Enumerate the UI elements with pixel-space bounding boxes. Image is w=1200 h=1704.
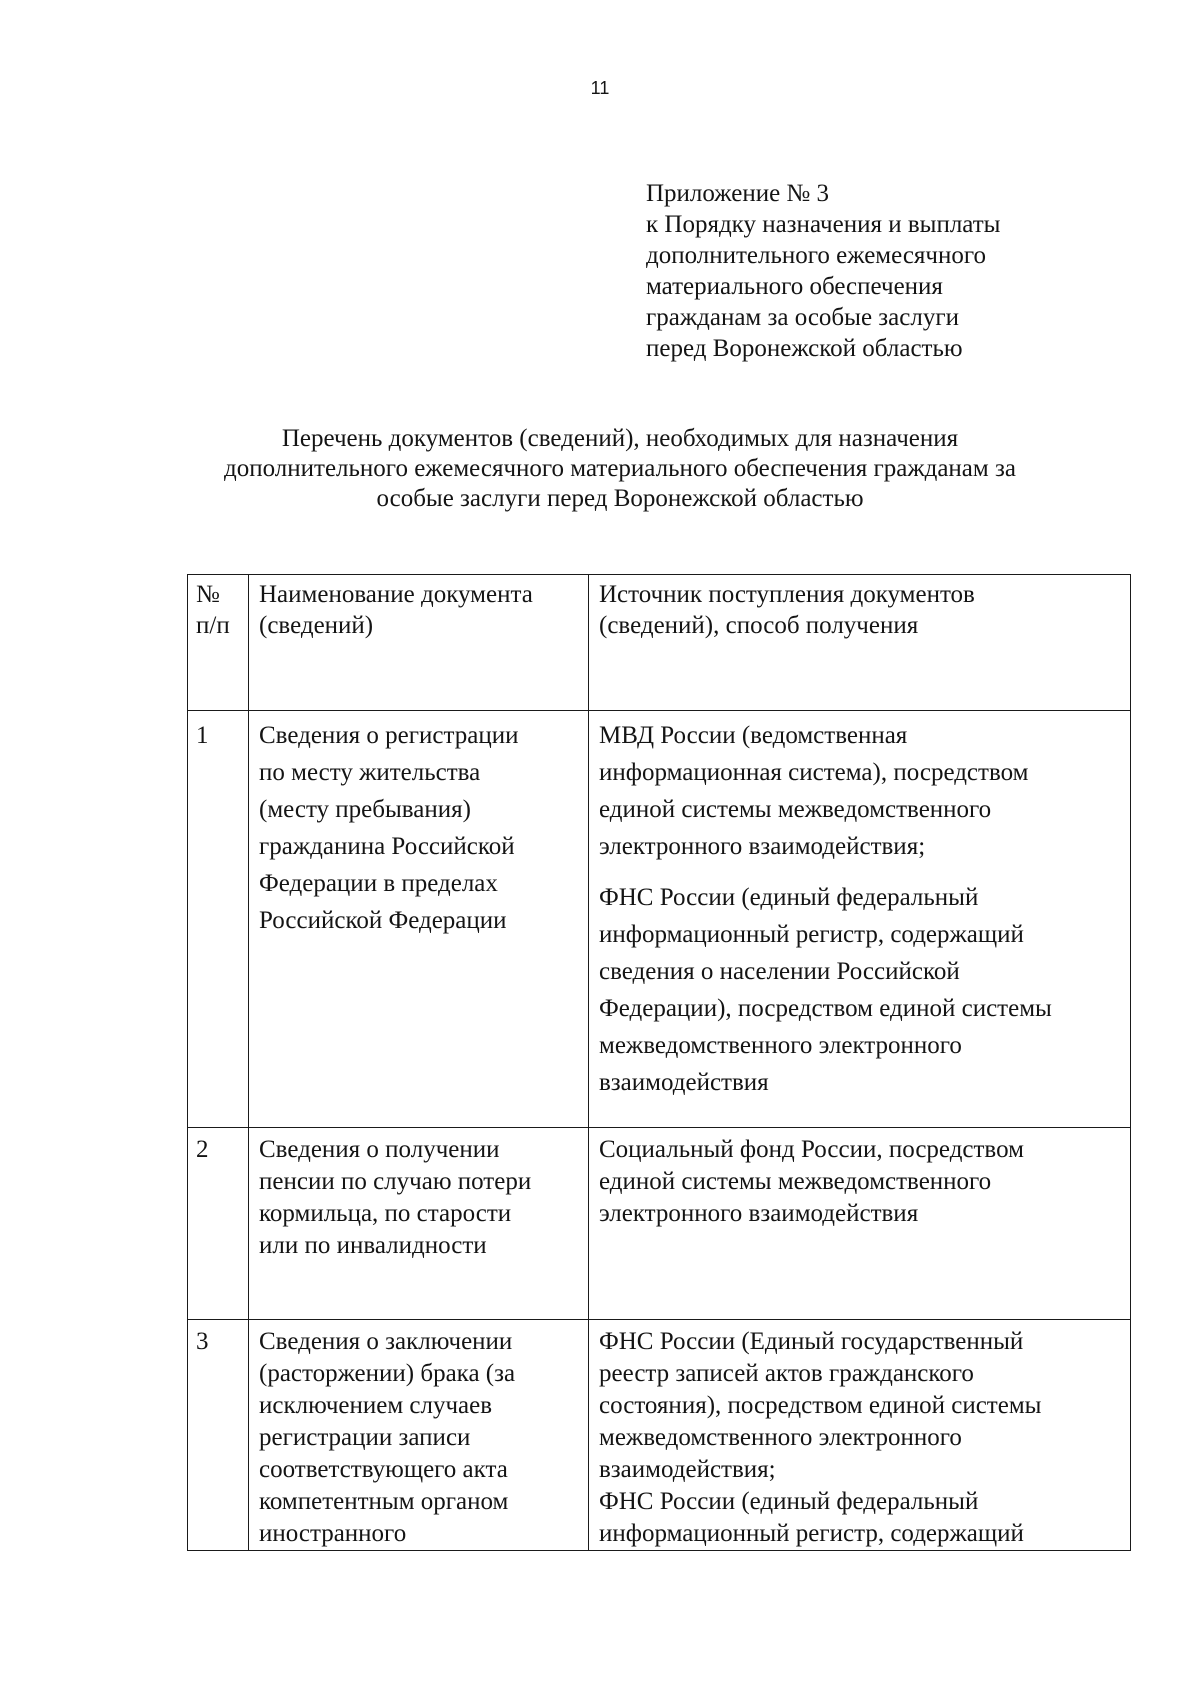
source-line: сведения о населении Российской bbox=[599, 958, 960, 985]
title-line: Перечень документов (сведений), необходимых для назначения bbox=[281, 425, 959, 452]
row-num bbox=[188, 1128, 249, 1320]
header-source-line: Источник поступления документов bbox=[599, 581, 975, 608]
source-line: информационный регистр, содержащий bbox=[599, 1520, 1024, 1547]
source-line: Социальный фонд России, посредством bbox=[599, 1136, 1024, 1163]
appendix-line: гражданам за особые заслуги bbox=[646, 304, 959, 331]
name-line: регистрации записи bbox=[259, 1424, 471, 1451]
name-line: кормильца, по старости bbox=[259, 1200, 512, 1227]
header-name bbox=[249, 575, 589, 711]
row-num-value: 2 bbox=[196, 1136, 209, 1163]
table-row bbox=[188, 1320, 1131, 1551]
source-block bbox=[599, 717, 1122, 865]
source-line: межведомственного электронного bbox=[599, 1032, 962, 1059]
appendix-line: дополнительного ежемесячного bbox=[646, 242, 987, 269]
name-line: исключением случаев bbox=[259, 1392, 493, 1419]
source-line: взаимодействия bbox=[599, 1069, 769, 1096]
appendix-line: перед Воронежской областью bbox=[646, 335, 963, 362]
source-line: информационная система), посредством bbox=[599, 759, 1029, 786]
table-header-row bbox=[188, 575, 1131, 711]
row-source bbox=[589, 1320, 1131, 1551]
source-line: реестр записей актов гражданского bbox=[599, 1360, 974, 1387]
source-line: единой системы межведомственного bbox=[599, 796, 992, 823]
appendix-line: Приложение № 3 bbox=[646, 180, 830, 207]
source-line: межведомственного электронного bbox=[599, 1424, 962, 1451]
name-line: (месту пребывания) bbox=[259, 796, 471, 823]
row-source bbox=[589, 711, 1131, 1128]
title-line: особые заслуги перед Воронежской областью bbox=[376, 485, 864, 512]
source-line: электронного взаимодействия bbox=[599, 1200, 919, 1227]
name-line: Сведения о регистрации bbox=[259, 722, 519, 749]
row-name bbox=[249, 711, 589, 1128]
title-line: дополнительного ежемесячного материального обеспечения гражданам за bbox=[224, 455, 1016, 482]
name-line: Сведения о получении bbox=[259, 1136, 500, 1163]
name-line: иностранного bbox=[259, 1520, 407, 1547]
row-num bbox=[188, 1320, 249, 1551]
table-row bbox=[188, 1128, 1131, 1320]
row-num-value: 3 bbox=[196, 1328, 209, 1355]
name-line: соответствующего акта bbox=[259, 1456, 508, 1483]
row-name bbox=[249, 1128, 589, 1320]
name-line: Федерации в пределах bbox=[259, 870, 498, 897]
documents-table bbox=[187, 574, 1131, 1551]
table-row bbox=[188, 711, 1131, 1128]
source-line: ФНС России (единый федеральный bbox=[599, 884, 979, 911]
source-line: единой системы межведомственного bbox=[599, 1168, 992, 1195]
appendix-reference bbox=[646, 178, 1000, 364]
source-line: МВД России (ведомственная bbox=[599, 722, 908, 749]
header-name-line: (сведений) bbox=[259, 612, 374, 639]
header-num bbox=[188, 575, 249, 711]
header-source-line: (сведений), способ получения bbox=[599, 612, 919, 639]
name-line: Российской Федерации bbox=[259, 907, 507, 934]
name-line: Сведения о заключении bbox=[259, 1328, 513, 1355]
name-line: пенсии по случаю потери bbox=[259, 1168, 532, 1195]
row-num-value: 1 bbox=[196, 722, 209, 749]
name-line: компетентным органом bbox=[259, 1488, 509, 1515]
header-num-line: № bbox=[196, 581, 220, 608]
source-line: Федерации), посредством единой системы bbox=[599, 995, 1052, 1022]
document-title bbox=[200, 424, 1040, 514]
source-line: ФНС России (Единый государственный bbox=[599, 1328, 1024, 1355]
name-line: по месту жительства bbox=[259, 759, 481, 786]
header-source bbox=[589, 575, 1131, 711]
name-line: или по инвалидности bbox=[259, 1232, 487, 1259]
appendix-line: к Порядку назначения и выплаты bbox=[646, 211, 1001, 238]
source-line: состояния), посредством единой системы bbox=[599, 1392, 1042, 1419]
header-name-line: Наименование документа bbox=[259, 581, 533, 608]
name-line: гражданина Российской bbox=[259, 833, 515, 860]
source-line: ФНС России (единый федеральный bbox=[599, 1488, 979, 1515]
source-line: взаимодействия; bbox=[599, 1456, 776, 1483]
appendix-line: материального обеспечения bbox=[646, 273, 943, 300]
header-num-line: п/п bbox=[196, 612, 230, 639]
row-source bbox=[589, 1128, 1131, 1320]
name-line: (расторжении) брака (за bbox=[259, 1360, 516, 1387]
row-name bbox=[249, 1320, 589, 1551]
page-number: 11 bbox=[590, 78, 610, 98]
source-line: информационный регистр, содержащий bbox=[599, 921, 1024, 948]
row-num bbox=[188, 711, 249, 1128]
source-block bbox=[599, 879, 1122, 1101]
source-line: электронного взаимодействия; bbox=[599, 833, 926, 860]
